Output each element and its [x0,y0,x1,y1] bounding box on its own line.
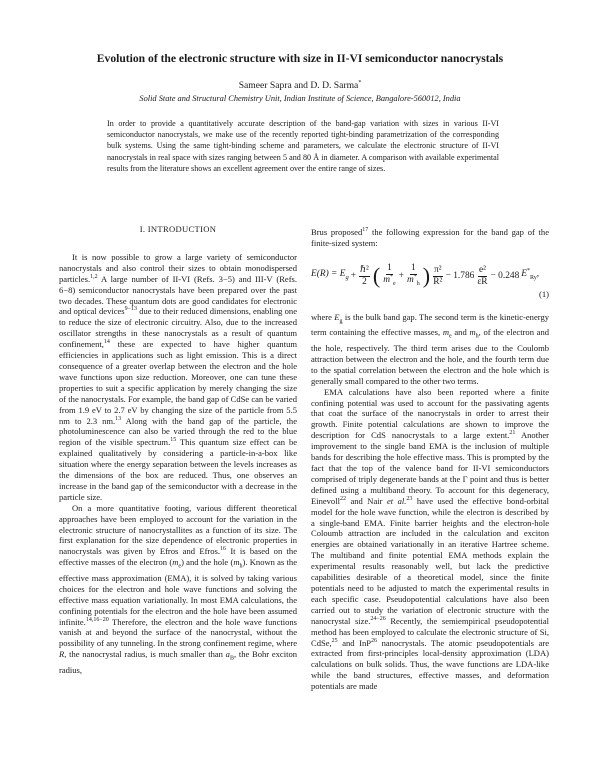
equation-body: $E(R) = E_g$ + $\frac{\text{ℏ²}}{2}$ ( $\frac{1}{m^*_e}$ + $\frac{1}{m^*_h}$ ) $\frac{\text{π²}}{\text{R²}}$ − 1.786 $\frac{\text{e²}}{\varepsilon R}$ − 0.248 $E^*_{Ry}$, [311,262,540,289]
authors [0,80,600,91]
brus-intro: Brus proposed$^{17}$ the following expression for the band gap of the finite-sized system: [311,227,549,248]
intro-paragraph-2: On a more quantitative footing, various different theoretical approaches have been employed to account for the variation in the electronic structure of nanocrystallites as a function of its size. The first explanation for the size dependence of electronic properties in nanocrystals was given by Efros and Efros.$^{16}$ It is based on the effective masses of the electron $(m_e)$ and the hole $(m_h)$. Known as the effective mass approximation (EMA), it is solved by taking various choices for the electron and hole wave functions and solving the effective mass equation variationally. In most EMA calculations, the confining potentials for the electron and the hole have been assumed infinite.$^{14,16-20}$ Therefore, the electron and the hole wave functions vanish at and beyond the surface of the nanocrystal, without the possibility of any tunneling. In the strong confinement regime, where R, the nanocrystal radius, is much smaller than $a_B$, the Bohr exciton radius, [59,502,297,675]
abstract: In order to provide a quantitatively accurate description of the band-gap variation with sizes in various II-VI semiconductor nanocrystals, we make use of the recently reported tight-binding parametrization of the corresponding bulk systems. Using the same tight-binding scheme and parameters, we calculate the electronic structure of II-VI nanocrystals in real space with sizes ranging between 5 and 80 Å in diameter. A comparison with available experimental results from the literature shows an excellent agreement over the entire range of sizes. [107,119,499,173]
left-column [59,224,297,676]
author-mark: * [358,79,362,86]
brus-explanation: where $E_g$ is the bulk band gap. The second term is the kinetic-energy term containing the effective masses, $m_e$ and $m_h$, of the electron and the hole, respectively. The third term arises due to the Coulomb attraction between the electron and the hole, and the fourth term due to the spatial correlation between the electron and the hole which is generally small compared to the other two terms. [311,311,550,386]
right-column [311,227,549,692]
intro-paragraph-1: It is now possible to grow a large variety of semiconductor nanocrystals and also control their sizes to obtain monodispersed particles.$^{1,2}$ A large number of II-VI (Refs. 3−5) and III-V (Refs. 6−8) semiconductor nanocrystals have been prepared over the past two decades. These quantum dots are good candidates for electronic and optical devices$^{9-13}$ due to their reduced dimensions, enabling one to reduce the size of electronic circuitry. Also, due to the increased oscillator strengths in these nanocrystals as a result of quantum confinement,$^{14}$ these are expected to have higher quantum efficiencies in applications such as light emission. This is a direct consequence of a greater overlap between the electron and the hole wave functions upon size reduction. Moreover, one can tune these properties to suit a specific application by merely changing the size of the nanocrystals. For example, the band gap of CdSe can be varied from 1.9 eV to 2.7 eV by changing the size of the particle from 5.5 nm to 2.3 nm.$^{13}$ Along with the band gap of the particle, the photoluminescence can also be varied through the red to the blue region of the visible spectrum.$^{15}$ This quantum size effect can be explained qualitatively by considering a particle-in-a-box like situation where the energy separation between the levels increases as the dimensions of the box are reduced. Thus, one observes an increase in the band gap of the semiconductor with a decrease in the particle size. [59,251,298,502]
ema-paragraph: EMA calculations have also been reported where a finite confining potential was used to account for the passivating agents that coat the surface of the nanocrystals in order to arrest their growth. Finite potential calculations are shown to improve the description for CdS nanocrystals to a large extent.$^{21}$ Another improvement to the single band EMA is the inclusion of multiple bands for describing the hole effective mass. This is prompted by the fact that the top of the valence band for II-VI semiconductors comprised of triply degenerate bands at the Γ point and thus is better defined using a multiband theory. To account for this degeneracy, Einevoll$^{22}$ and Nair et al.$^{23}$ have used the effective bond-orbital model for the hole wave function, while the electron is described by a single-band EMA. Finite barrier heights and the electron-hole Coloumb attraction are included in the calculation and exciton energies are obtained variationally in an iterative Hartree scheme. The multiband and finite potential EMA methods explain the experimental results reasonably well, but lack the predictive capabilities desirable of a theoretical model, since the finite potentials need to be adjusted to match the experimental results in each specific case. Pseudopotential calculations have also been carried out to study the variation of electronic structure with the nanocrystal size.$^{24-26}$ Recently, the semiempirical pseudopotential method has been employed to calculate the electronic structure of Si, CdSe,$^{25}$ and InP$^{26}$ nanocrystals. The atomic pseudopotentials are extracted from first-principles local-density approximation (LDA) calculations on bulk solids. Thus, the wave functions are LDA-like while the band structures, effective masses, and deformation potentials are made [311,386,549,692]
section-heading: I. INTRODUCTION [139,224,217,234]
paper-title: Evolution of the electronic structure with size in II-VI semiconductor nanocrystals [96,52,504,65]
affiliation: Solid State and Structural Chemistry Unit, Indian Institute of Science, Bangalore-560012, India [139,94,461,103]
equation-1 [311,255,549,307]
author-names: Sameer Sapra and D. D. Sarma [238,80,359,91]
equation-number: (1) [538,288,549,299]
